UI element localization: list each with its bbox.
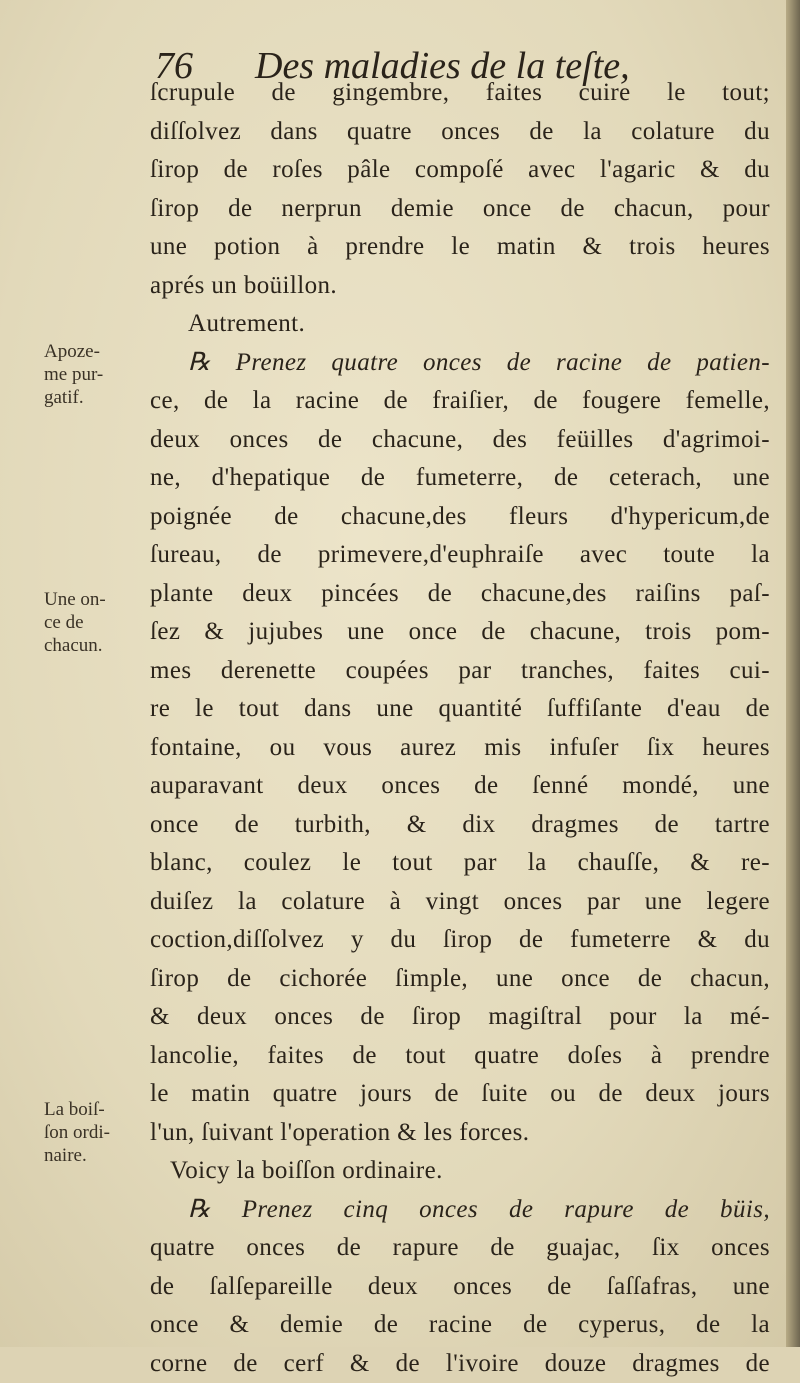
- text-line: blanc, coulez le tout par la chauſſe, & re-: [150, 844, 770, 883]
- text-line: ce, de la racine de fraiſier, de fougere femelle,: [150, 382, 770, 421]
- recipe-line-prenez: ℞ Prenez cinq onces de rapure de büis,: [150, 1191, 770, 1230]
- text-line: quatre onces de rapure de guajac, ſix onces: [150, 1229, 770, 1268]
- text-line: once & demie de racine de cyperus, de la: [150, 1306, 770, 1345]
- text-line: aprés un boüillon.: [150, 267, 770, 306]
- section-heading-boisson: Voicy la boiſſon ordinaire.: [150, 1152, 770, 1191]
- text-line: corne de cerf & de l'ivoire douze dragmes de: [150, 1345, 770, 1383]
- text-line: l'un, ſuivant l'operation & les forces.: [150, 1114, 770, 1153]
- margin-note-line: naire.: [44, 1144, 144, 1167]
- margin-note-once: [44, 588, 144, 657]
- margin-note-line: Apoze-: [44, 340, 144, 363]
- text-line: mes derenette coupées par tranches, faites cui-: [150, 652, 770, 691]
- body-text: [150, 74, 770, 1383]
- text-line: diſſolvez dans quatre onces de la colature du: [150, 113, 770, 152]
- section-heading-autrement: Autrement.: [150, 305, 770, 344]
- text-line: ſcrupule de gingembre, faites cuire le tout;: [150, 74, 770, 113]
- text-line: auparavant deux onces de ſenné mondé, une: [150, 767, 770, 806]
- text-line: ne, d'hepatique de fumeterre, de ceterach, une: [150, 459, 770, 498]
- text-line: ſez & jujubes une once de chacune, trois pom-: [150, 613, 770, 652]
- text-line: poignée de chacune,des fleurs d'hypericum,de: [150, 498, 770, 537]
- text-line: ſirop de nerprun demie once de chacun, pour: [150, 190, 770, 229]
- margin-note-line: chacun.: [44, 634, 144, 657]
- text-line: une potion à prendre le matin & trois heures: [150, 228, 770, 267]
- margin-note-line: gatif.: [44, 386, 144, 409]
- text-line: & deux onces de ſirop magiſtral pour la mé-: [150, 998, 770, 1037]
- text-line: ſureau, de primevere,d'euphraiſe avec toute la: [150, 536, 770, 575]
- text-line: fontaine, ou vous aurez mis infuſer ſix heures: [150, 729, 770, 768]
- text-line: plante deux pincées de chacune,des raiſins paſ-: [150, 575, 770, 614]
- text-line: ſirop de roſes pâle compoſé avec l'agaric & du: [150, 151, 770, 190]
- margin-note-apozeme: [44, 340, 144, 409]
- margin-note-line: me pur-: [44, 363, 144, 386]
- margin-note-line: ce de: [44, 611, 144, 634]
- text-line: once de turbith, & dix dragmes de tartre: [150, 806, 770, 845]
- text-line: le matin quatre jours de ſuite ou de deux jours: [150, 1075, 770, 1114]
- text-line: lancolie, faites de tout quatre doſes à prendre: [150, 1037, 770, 1076]
- margin-note-line: ſon ordi-: [44, 1121, 144, 1144]
- recipe-line-prenez: ℞ Prenez quatre onces de racine de patien-: [150, 344, 770, 383]
- margin-note-line: Une on-: [44, 588, 144, 611]
- text-line: re le tout dans une quantité ſuffiſante d'eau de: [150, 690, 770, 729]
- margin-note-line: La boiſ-: [44, 1098, 144, 1121]
- text-line: de ſalſepareille deux onces de ſaſſafras, une: [150, 1268, 770, 1307]
- page-number: 76: [155, 40, 193, 92]
- text-line: duiſez la colature à vingt onces par une legere: [150, 883, 770, 922]
- running-title: Des maladies de la teſte,: [255, 40, 630, 92]
- text-line: coction,diſſolvez y du ſirop de fumeterre & du: [150, 921, 770, 960]
- page-edge: [786, 0, 800, 1347]
- margin-note-boisson: [44, 1098, 144, 1167]
- text-line: deux onces de chacune, des feüilles d'agrimoi-: [150, 421, 770, 460]
- text-line: ſirop de cichorée ſimple, une once de chacun,: [150, 960, 770, 999]
